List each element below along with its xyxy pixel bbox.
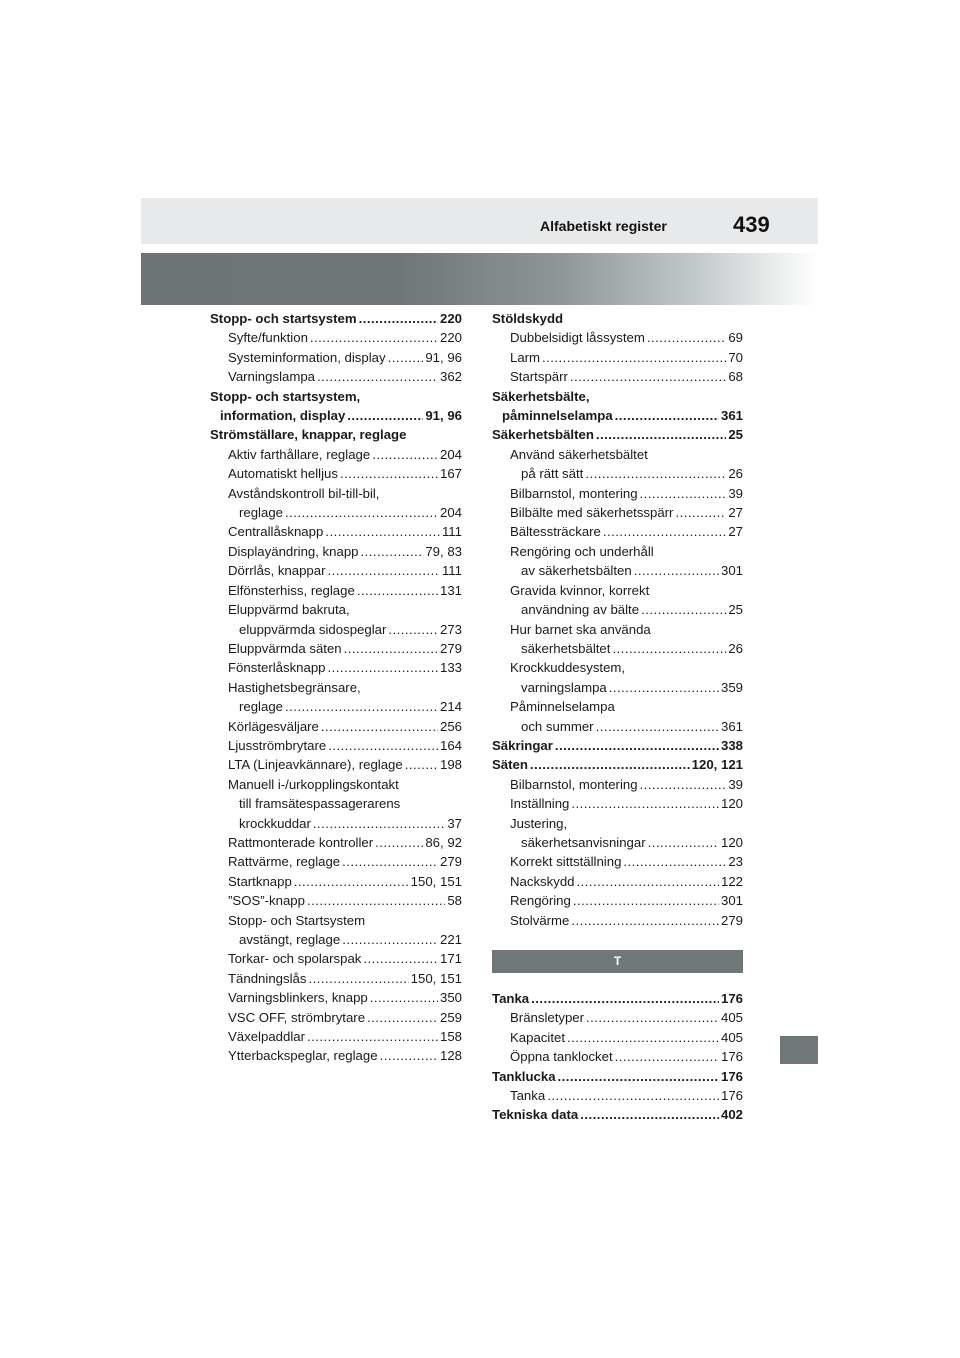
index-entry (210, 833, 462, 852)
dot-leader (328, 658, 438, 677)
dot-leader (347, 406, 423, 425)
index-entry (210, 387, 462, 406)
index-entry (492, 755, 743, 774)
header-band (141, 198, 818, 244)
index-entry (492, 891, 743, 910)
index-group-t (492, 989, 743, 1125)
entry-text: Bilbarnstol, montering (510, 485, 638, 501)
entry-text: säkerhetsanvisningar (521, 834, 646, 850)
entry-page-ref: 405 (720, 1029, 743, 1045)
entry-page-ref: 128 (439, 1048, 462, 1064)
index-column-left (210, 309, 462, 1066)
entry-text: Automatiskt helljus (228, 466, 338, 482)
entry-text: Manuell i-/urkopplingskontakt (228, 776, 399, 792)
index-entry (210, 794, 462, 813)
dot-leader (603, 522, 726, 541)
entry-page-ref: 198 (439, 757, 462, 773)
entry-page-ref: 279 (439, 640, 462, 656)
entry-text: Gravida kvinnor, korrekt (510, 582, 650, 598)
index-entry (492, 717, 743, 736)
index-entry (210, 717, 462, 736)
entry-text: påminnelselampa (502, 408, 613, 424)
entry-page-ref: 158 (439, 1029, 462, 1045)
section-title: Alfabetiskt register (540, 218, 667, 234)
index-entry (210, 464, 462, 483)
dot-leader (615, 1047, 719, 1066)
index-entry (492, 406, 743, 425)
entry-text: Eluppvärmda säten (228, 640, 342, 656)
index-entry (492, 522, 743, 541)
index-entry (492, 794, 743, 813)
entry-page-ref: 69 (728, 330, 743, 346)
entry-text: ”SOS”-knapp (228, 893, 305, 909)
index-entry (492, 387, 743, 406)
dot-leader (573, 891, 719, 910)
entry-page-ref: 176 (720, 1088, 743, 1104)
entry-page-ref: 256 (439, 718, 462, 734)
entry-page-ref: 204 (439, 446, 462, 462)
entry-text: Tanklucka (492, 1068, 556, 1084)
dot-leader (641, 600, 726, 619)
entry-page-ref: 279 (439, 854, 462, 870)
entry-text: Varningslampa (228, 369, 315, 385)
index-entry (492, 814, 743, 833)
entry-text: Säkringar (492, 737, 553, 753)
dot-leader (307, 891, 445, 910)
dot-leader (344, 639, 438, 658)
entry-page-ref: 111 (441, 524, 462, 540)
index-entry (210, 949, 462, 968)
entry-text: Stopp- och Startsystem (228, 912, 366, 928)
entry-page-ref: 79, 83 (425, 543, 462, 559)
dot-leader (328, 736, 438, 755)
entry-page-ref: 150, 151 (410, 873, 462, 889)
index-entry (210, 658, 462, 677)
entry-page-ref: 150, 151 (410, 970, 462, 986)
dot-leader (372, 445, 438, 464)
dot-leader (380, 1046, 438, 1065)
entry-text: Använd säkerhetsbältet (510, 446, 648, 462)
entry-text: Bältessträckare (510, 524, 601, 540)
entry-page-ref: 58 (447, 893, 462, 909)
entry-page-ref: 23 (728, 854, 743, 870)
dot-leader (580, 1105, 719, 1124)
entry-page-ref: 86, 92 (425, 834, 462, 850)
dot-leader (325, 522, 440, 541)
dot-leader (648, 833, 719, 852)
dot-leader (307, 1027, 438, 1046)
entry-page-ref: 301 (720, 893, 743, 909)
index-entry (492, 736, 743, 755)
entry-text: reglage (239, 505, 283, 521)
entry-page-ref: 220 (439, 311, 462, 326)
index-entry (492, 697, 743, 716)
index-entry (492, 911, 743, 930)
dot-leader (310, 328, 438, 347)
index-entry (492, 348, 743, 367)
index-entry (210, 775, 462, 794)
entry-text: VSC OFF, strömbrytare (228, 1009, 366, 1025)
dot-leader (388, 348, 424, 367)
entry-page-ref: 111 (441, 563, 462, 579)
index-entry (210, 891, 462, 910)
entry-page-ref: 70 (728, 349, 743, 365)
dot-leader (571, 911, 719, 930)
entry-page-ref: 120 (720, 796, 743, 812)
entry-text: Kapacitet (510, 1029, 565, 1045)
index-entry (492, 1067, 743, 1086)
dot-leader (596, 425, 726, 444)
entry-text: användning av bälte (521, 602, 640, 618)
dot-leader (634, 561, 719, 580)
entry-text: Bilbarnstol, montering (510, 776, 638, 792)
entry-page-ref: 361 (720, 718, 743, 734)
entry-text: Centrallåsknapp (228, 524, 324, 540)
index-entry (492, 484, 743, 503)
entry-page-ref: 273 (439, 621, 462, 637)
entry-text: varningslampa (521, 679, 607, 695)
dot-leader (367, 1008, 438, 1027)
entry-text: Strömställare, knappar, reglage (210, 427, 407, 443)
index-entry (492, 581, 743, 600)
entry-page-ref: 39 (728, 485, 743, 501)
dot-leader (640, 775, 727, 794)
entry-text: Körlägesväljare (228, 718, 319, 734)
entry-text: Säkerhetsbälte, (492, 388, 590, 404)
dot-leader (531, 989, 719, 1008)
index-entry (210, 736, 462, 755)
entry-page-ref: 402 (720, 1107, 743, 1123)
entry-text: Fönsterlåsknapp (228, 660, 326, 676)
dot-leader (342, 930, 438, 949)
entry-page-ref: 359 (720, 679, 743, 695)
index-entry (492, 872, 743, 891)
dot-leader (359, 309, 438, 328)
index-entry (210, 484, 462, 503)
dot-leader (640, 484, 727, 503)
entry-text: Elfönsterhiss, reglage (228, 582, 355, 598)
dot-leader (285, 503, 438, 522)
entry-page-ref: 176 (720, 1068, 743, 1084)
entry-page-ref: 91, 96 (425, 408, 462, 424)
index-entry (210, 1046, 462, 1065)
index-entry (492, 328, 743, 347)
entry-page-ref: 167 (439, 466, 462, 482)
entry-text: Säkerhetsbälten (492, 427, 594, 443)
index-entry (492, 833, 743, 852)
entry-text: LTA (Linjeavkännare), reglage (228, 757, 403, 773)
entry-text: Justering, (510, 815, 568, 831)
index-entry (210, 328, 462, 347)
dot-leader (596, 717, 719, 736)
dot-leader (675, 503, 726, 522)
entry-text: Dubbelsidigt låssystem (510, 330, 645, 346)
entry-text: Korrekt sittställning (510, 854, 622, 870)
dot-leader (321, 717, 438, 736)
dot-leader (388, 620, 438, 639)
index-entry (492, 464, 743, 483)
entry-page-ref: 214 (439, 699, 462, 715)
entry-page-ref: 26 (728, 466, 743, 482)
dot-leader (342, 852, 438, 871)
index-entry (210, 697, 462, 716)
entry-page-ref: 122 (720, 873, 743, 889)
dot-leader (647, 328, 726, 347)
entry-text: Stopp- och startsystem, (210, 388, 361, 404)
index-entry (492, 1047, 743, 1066)
dot-leader (361, 542, 424, 561)
dot-leader (294, 872, 409, 891)
entry-page-ref: 405 (720, 1010, 743, 1026)
entry-text: Aktiv farthållare, reglage (228, 446, 371, 462)
entry-page-ref: 25 (728, 602, 743, 618)
dot-leader (542, 348, 726, 367)
entry-text: av säkerhetsbälten (521, 563, 632, 579)
entry-text: Startspärr (510, 369, 568, 385)
dot-leader (570, 367, 726, 386)
entry-text: Avståndskontroll bil-till-bil, (228, 485, 380, 501)
entry-text: till framsätespassagerarens (239, 796, 401, 812)
dot-leader (370, 988, 438, 1007)
dot-leader (555, 736, 719, 755)
entry-page-ref: 26 (728, 640, 743, 656)
entry-text: Säten (492, 757, 528, 773)
index-entry (210, 406, 462, 425)
index-entry (210, 852, 462, 871)
entry-text: Syfte/funktion (228, 330, 308, 346)
index-entry (210, 814, 462, 833)
entry-page-ref: 176 (720, 991, 743, 1006)
dot-leader (612, 639, 726, 658)
dot-leader (558, 1067, 719, 1086)
dot-leader (357, 581, 438, 600)
entry-page-ref: 120 (720, 834, 743, 850)
index-entry (492, 989, 743, 1008)
entry-text: reglage (239, 699, 283, 715)
entry-text: Tekniska data (492, 1107, 579, 1123)
dot-leader (363, 949, 438, 968)
index-entry (492, 425, 743, 444)
index-entry (210, 620, 462, 639)
index-entry (492, 1105, 743, 1124)
dot-leader (623, 852, 726, 871)
dot-leader (375, 833, 423, 852)
index-entry (492, 309, 743, 328)
entry-text: Eluppvärmd bakruta, (228, 602, 350, 618)
entry-page-ref: 204 (439, 505, 462, 521)
index-entry (492, 775, 743, 794)
entry-page-ref: 39 (728, 776, 743, 792)
entry-text: Varningsblinkers, knapp (228, 990, 368, 1006)
index-group-s (492, 309, 743, 930)
index-entry (210, 969, 462, 988)
index-entry (492, 678, 743, 697)
entry-text: Stopp- och startsystem (210, 311, 357, 326)
entry-page-ref: 27 (728, 524, 743, 540)
index-entry (492, 445, 743, 464)
entry-text: Torkar- och spolarspak (228, 951, 362, 967)
letter-section-band: T (492, 950, 743, 973)
entry-page-ref: 350 (439, 990, 462, 1006)
index-entry (492, 542, 743, 561)
entry-page-ref: 221 (439, 932, 462, 947)
entry-text: Systeminformation, display (228, 349, 386, 365)
index-entry (492, 367, 743, 386)
entry-page-ref: 361 (720, 408, 743, 424)
entry-page-ref: 37 (447, 815, 462, 831)
dot-leader (567, 1028, 719, 1047)
entry-text: Öppna tanklocket (510, 1049, 613, 1065)
dot-leader (609, 678, 719, 697)
entry-text: Displayändring, knapp (228, 543, 359, 559)
entry-text: säkerhetsbältet (521, 640, 611, 656)
dot-leader (327, 561, 439, 580)
entry-text: Hastighetsbegränsare, (228, 679, 361, 695)
entry-text: Nackskydd (510, 873, 575, 889)
entry-text: Stöldskydd (492, 311, 564, 326)
entry-text: på rätt sätt (521, 466, 584, 482)
entry-page-ref: 25 (728, 427, 743, 443)
dot-leader (585, 464, 726, 483)
index-entry (492, 1008, 743, 1027)
entry-text: Påminnelselampa (510, 699, 615, 715)
dot-leader (313, 814, 445, 833)
entry-page-ref: 279 (720, 912, 743, 928)
entry-text: Stolvärme (510, 912, 570, 928)
entry-text: Tändningslås (228, 970, 307, 986)
index-entry (210, 425, 462, 444)
dot-leader (615, 406, 719, 425)
index-entry (210, 522, 462, 541)
index-entry (210, 445, 462, 464)
dot-leader (577, 872, 719, 891)
entry-text: Ljusströmbrytare (228, 737, 327, 753)
entry-page-ref: 259 (439, 1009, 462, 1025)
index-column-right (492, 309, 743, 1125)
index-entry (210, 542, 462, 561)
index-entry (210, 367, 462, 386)
entry-text: Tanka (510, 1088, 546, 1104)
entry-text: Larm (510, 349, 541, 365)
dot-leader (285, 697, 438, 716)
entry-text: Rengöring och underhåll (510, 543, 654, 559)
dot-leader (571, 794, 719, 813)
entry-text: Inställning (510, 796, 570, 812)
entry-page-ref: 301 (720, 563, 743, 579)
dot-leader (547, 1086, 719, 1105)
index-entry (492, 852, 743, 871)
entry-page-ref: 91, 96 (425, 349, 462, 365)
entry-text: Rattmonterade kontroller (228, 834, 374, 850)
index-entry (210, 755, 462, 774)
entry-page-ref: 171 (439, 951, 462, 967)
dot-leader (405, 755, 438, 774)
entry-text: Bränsletyper (510, 1010, 585, 1026)
index-entry (210, 1008, 462, 1027)
entry-text: eluppvärmda sidospeglar (239, 621, 387, 637)
entry-text: Rattvärme, reglage (228, 854, 341, 870)
index-entry (492, 600, 743, 619)
page-number: 439 (733, 212, 770, 237)
entry-text: Dörrlås, knappar (228, 563, 326, 579)
index-entry (492, 620, 743, 639)
entry-text: Bilbälte med säkerhetsspärr (510, 505, 674, 521)
entry-page-ref: 220 (439, 330, 462, 346)
entry-page-ref: 120, 121 (691, 757, 743, 773)
index-entry (210, 988, 462, 1007)
entry-page-ref: 131 (439, 582, 462, 598)
index-entry (210, 348, 462, 367)
entry-text: Rengöring (510, 893, 571, 909)
index-entry (210, 600, 462, 619)
entry-text: Tanka (492, 991, 530, 1006)
entry-text: Startknapp (228, 873, 292, 889)
side-tab (780, 1036, 818, 1064)
entry-text: avstängt, reglage (239, 932, 341, 947)
index-entry (210, 872, 462, 891)
entry-text: Krockkuddesystem, (510, 660, 626, 676)
entry-page-ref: 133 (439, 660, 462, 676)
index-entry (492, 503, 743, 522)
index-entry (210, 678, 462, 697)
dot-leader (340, 464, 438, 483)
entry-text: Ytterbackspeglar, reglage (228, 1048, 378, 1064)
entry-text: Växelpaddlar (228, 1029, 305, 1045)
index-entry (210, 561, 462, 580)
entry-text: information, display (220, 408, 346, 424)
entry-page-ref: 362 (439, 369, 462, 385)
dot-leader (317, 367, 438, 386)
index-entry (492, 1028, 743, 1047)
index-entry (210, 911, 462, 930)
index-entry (210, 309, 462, 328)
index-entry (210, 503, 462, 522)
index-entry (492, 639, 743, 658)
index-entry (210, 1027, 462, 1046)
entry-page-ref: 27 (728, 505, 743, 521)
entry-text: krockkuddar (239, 815, 311, 831)
dot-leader (586, 1008, 719, 1027)
index-entry (210, 930, 462, 949)
dot-leader (308, 969, 408, 988)
entry-page-ref: 176 (720, 1049, 743, 1065)
index-entry (492, 561, 743, 580)
gradient-band (141, 253, 818, 305)
index-entry (210, 639, 462, 658)
index-entry (492, 658, 743, 677)
entry-page-ref: 338 (720, 737, 743, 753)
dot-leader (530, 755, 690, 774)
entry-page-ref: 68 (728, 369, 743, 385)
entry-text: Hur barnet ska använda (510, 621, 651, 637)
entry-page-ref: 164 (439, 737, 462, 753)
entry-text: och summer (521, 718, 594, 734)
index-entry (492, 1086, 743, 1105)
index-entry (210, 581, 462, 600)
